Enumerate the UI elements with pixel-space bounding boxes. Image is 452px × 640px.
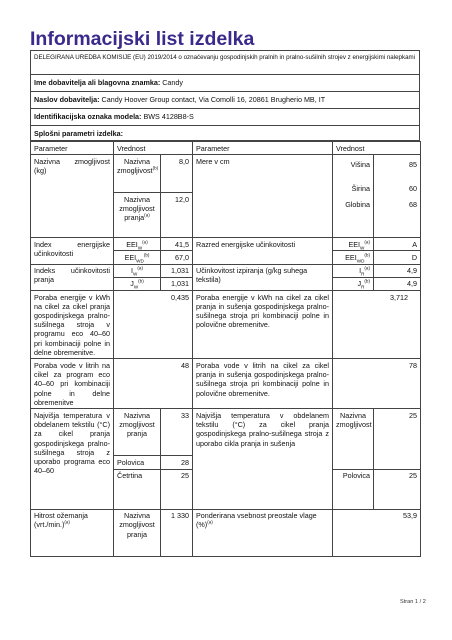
supplier-name-label: Ime dobavitelja ali blagovna znamka: [34,78,161,87]
regulation-text: DELEGIRANA UREDBA KOMISIJE (EU) 2019/2014 o označevanju gospodinjskih pralnih in pralno-sušilnih strojev z energijskimi nalepkami [34,54,416,61]
water-value: 48 [114,359,193,409]
capacity-sub2-label: Nazivna zmogljivost pranja$^{(a)}$ [114,193,161,238]
energy-class-wd-label: $EEI_{WD}^{(b)}$ [333,251,374,264]
temp-sub1-label: Nazivna zmogljivost pranja [114,409,161,456]
water-value-2: 78 [333,359,421,409]
capacity-sub2-value: 12,0 [161,193,193,238]
washing-index-param: Indeks učinkovitosti pranja [31,264,114,290]
temperature-param-2: Najvišja temperatura v obdelanem tekstilu (°C) za cikel pranja gospodinjskega pralno-sušilnega stroja z uporabo cikla pranja in sušenja [193,409,333,509]
model-id-value: BWS 4128B8-S [143,112,194,121]
supplier-address-value: Candy Hoover Group contact, Via Comolli 16, 20861 Brugherio MB, IT [101,95,326,104]
spin-sub1-value: 1 330 [161,509,193,556]
page-title: Informacijski list izdelka [30,28,255,50]
moisture-param: Ponderirana vsebnost preostale vlage (%)$^{(a)}$ [193,509,333,556]
energy-param: Poraba energije v kWh na cikel za cikel pranja gospodinjskega pralno-sušilnega stroja v programu eco 40–60 pri kombinaciji polne in delne obremenitve. [31,291,114,359]
column-header-value: Vrednost [114,142,193,155]
eei-w-value: 41,5 [161,238,193,251]
table-row [31,359,421,409]
iw-value: 1,031 [161,264,193,277]
capacity-sub1-label: Nazivna zmogljivost$^{(b)}$ [114,155,161,193]
energy-class-w-value: A [374,238,421,251]
temp-sub4-label: Nazivna zmogljivost [333,409,374,469]
energy-class-w-label: $EEI_W^{(a)}$ [333,238,374,251]
energy-value: 0,435 [114,291,193,359]
supplier-address-row [31,91,419,108]
capacity-param: Nazivna zmogljivost (kg) [31,155,114,238]
energy-class-wd-value: D [374,251,421,264]
table-row [31,238,421,251]
temp-sub5-value: 25 [374,469,421,509]
table-row [31,291,421,359]
supplier-name-row [31,74,419,91]
general-params-header: Splošni parametri izdelka: [31,125,419,140]
jr-label: $J_R^{(b)}$ [333,277,374,290]
table-row [31,509,421,556]
rinse-param: Učinkovitost izpiranja (g/kg suhega tekstila) [193,264,333,290]
temp-sub1-value: 33 [161,409,193,456]
ir-value: 4,9 [374,264,421,277]
table-row [31,155,421,193]
energy-param-2: Poraba energije v kWh na cikel za cikel pranja in sušenja gospodinjskega pralno-sušilnega stroja pri kombinaciji polne in polovične obremenitve. [193,291,333,359]
dimensions-labels: Višina Širina Globina [333,155,374,238]
parameters-table [30,141,421,557]
temp-sub3-value: 25 [161,469,193,509]
eei-w-label: $EEI_W^{(a)}$ [114,238,161,251]
temp-sub4-value: 25 [374,409,421,469]
supplier-name-value: Candy [162,78,184,87]
capacity-sub1-value: 8,0 [161,155,193,193]
column-header-value-2: Vrednost [333,142,421,155]
ir-label: $I_R^{(a)}$ [333,264,374,277]
supplier-address-label: Naslov dobavitelja: [34,95,100,104]
table-row [31,409,421,456]
jw-value: 1,031 [161,277,193,290]
eei-wd-label: $EEI_{WD}^{(b)}$ [114,251,161,264]
model-id-row [31,108,419,125]
spin-param: Hitrost ožemanja $(vrt./\min.)^{(a)}$ [31,509,114,556]
eei-wd-value: 67,0 [161,251,193,264]
temperature-param: Najvišja temperatura v obdelanem tekstilu (°C) za cikel pranja gospodinjskega pralno-sušilnega stroja z uporabo programa eco 40–60 [31,409,114,509]
water-param: Poraba vode v litrih na cikel za program eco 40–60 pri kombinaciji polne in delne obremenitve [31,359,114,409]
jr-value: 4,9 [374,277,421,290]
table-row [31,264,421,277]
table-header-row [31,142,421,155]
supplier-info-box [30,50,420,141]
column-header-parameter: Parameter [31,142,114,155]
water-param-2: Poraba vode v litrih na cikel za cikel pranja in sušenja gospodinjskega pralno-sušilnega stroja pri kombinaciji polne in polovične obremenitve. [193,359,333,409]
spin-sub1-label: Nazivna zmogljivost pranja [114,509,161,556]
page-number: Stran 1 / 2 [400,599,426,605]
model-id-label: Identifikacijska oznaka modela: [34,112,142,121]
product-info-sheet [30,28,420,557]
iw-label: $I_W^{(a)}$ [114,264,161,277]
temp-sub2-label: Polovica [114,456,161,469]
energy-value-2: 3,712 [333,291,421,359]
moisture-value: 53,9 [333,509,421,556]
eei-param: Index energijske učinkovitosti [31,238,114,264]
column-header-parameter-2: Parameter [193,142,333,155]
jw-label: $J_W^{(b)}$ [114,277,161,290]
energy-class-param: Razred energijske učinkovitosti [193,238,333,264]
dimensions-values: 85 60 68 [374,155,421,238]
dimensions-param: Mere v cm [193,155,333,238]
temp-sub2-value: 28 [161,456,193,469]
temp-sub5-label: Polovica [333,469,374,509]
temp-sub3-label: Četrtina [114,469,161,509]
